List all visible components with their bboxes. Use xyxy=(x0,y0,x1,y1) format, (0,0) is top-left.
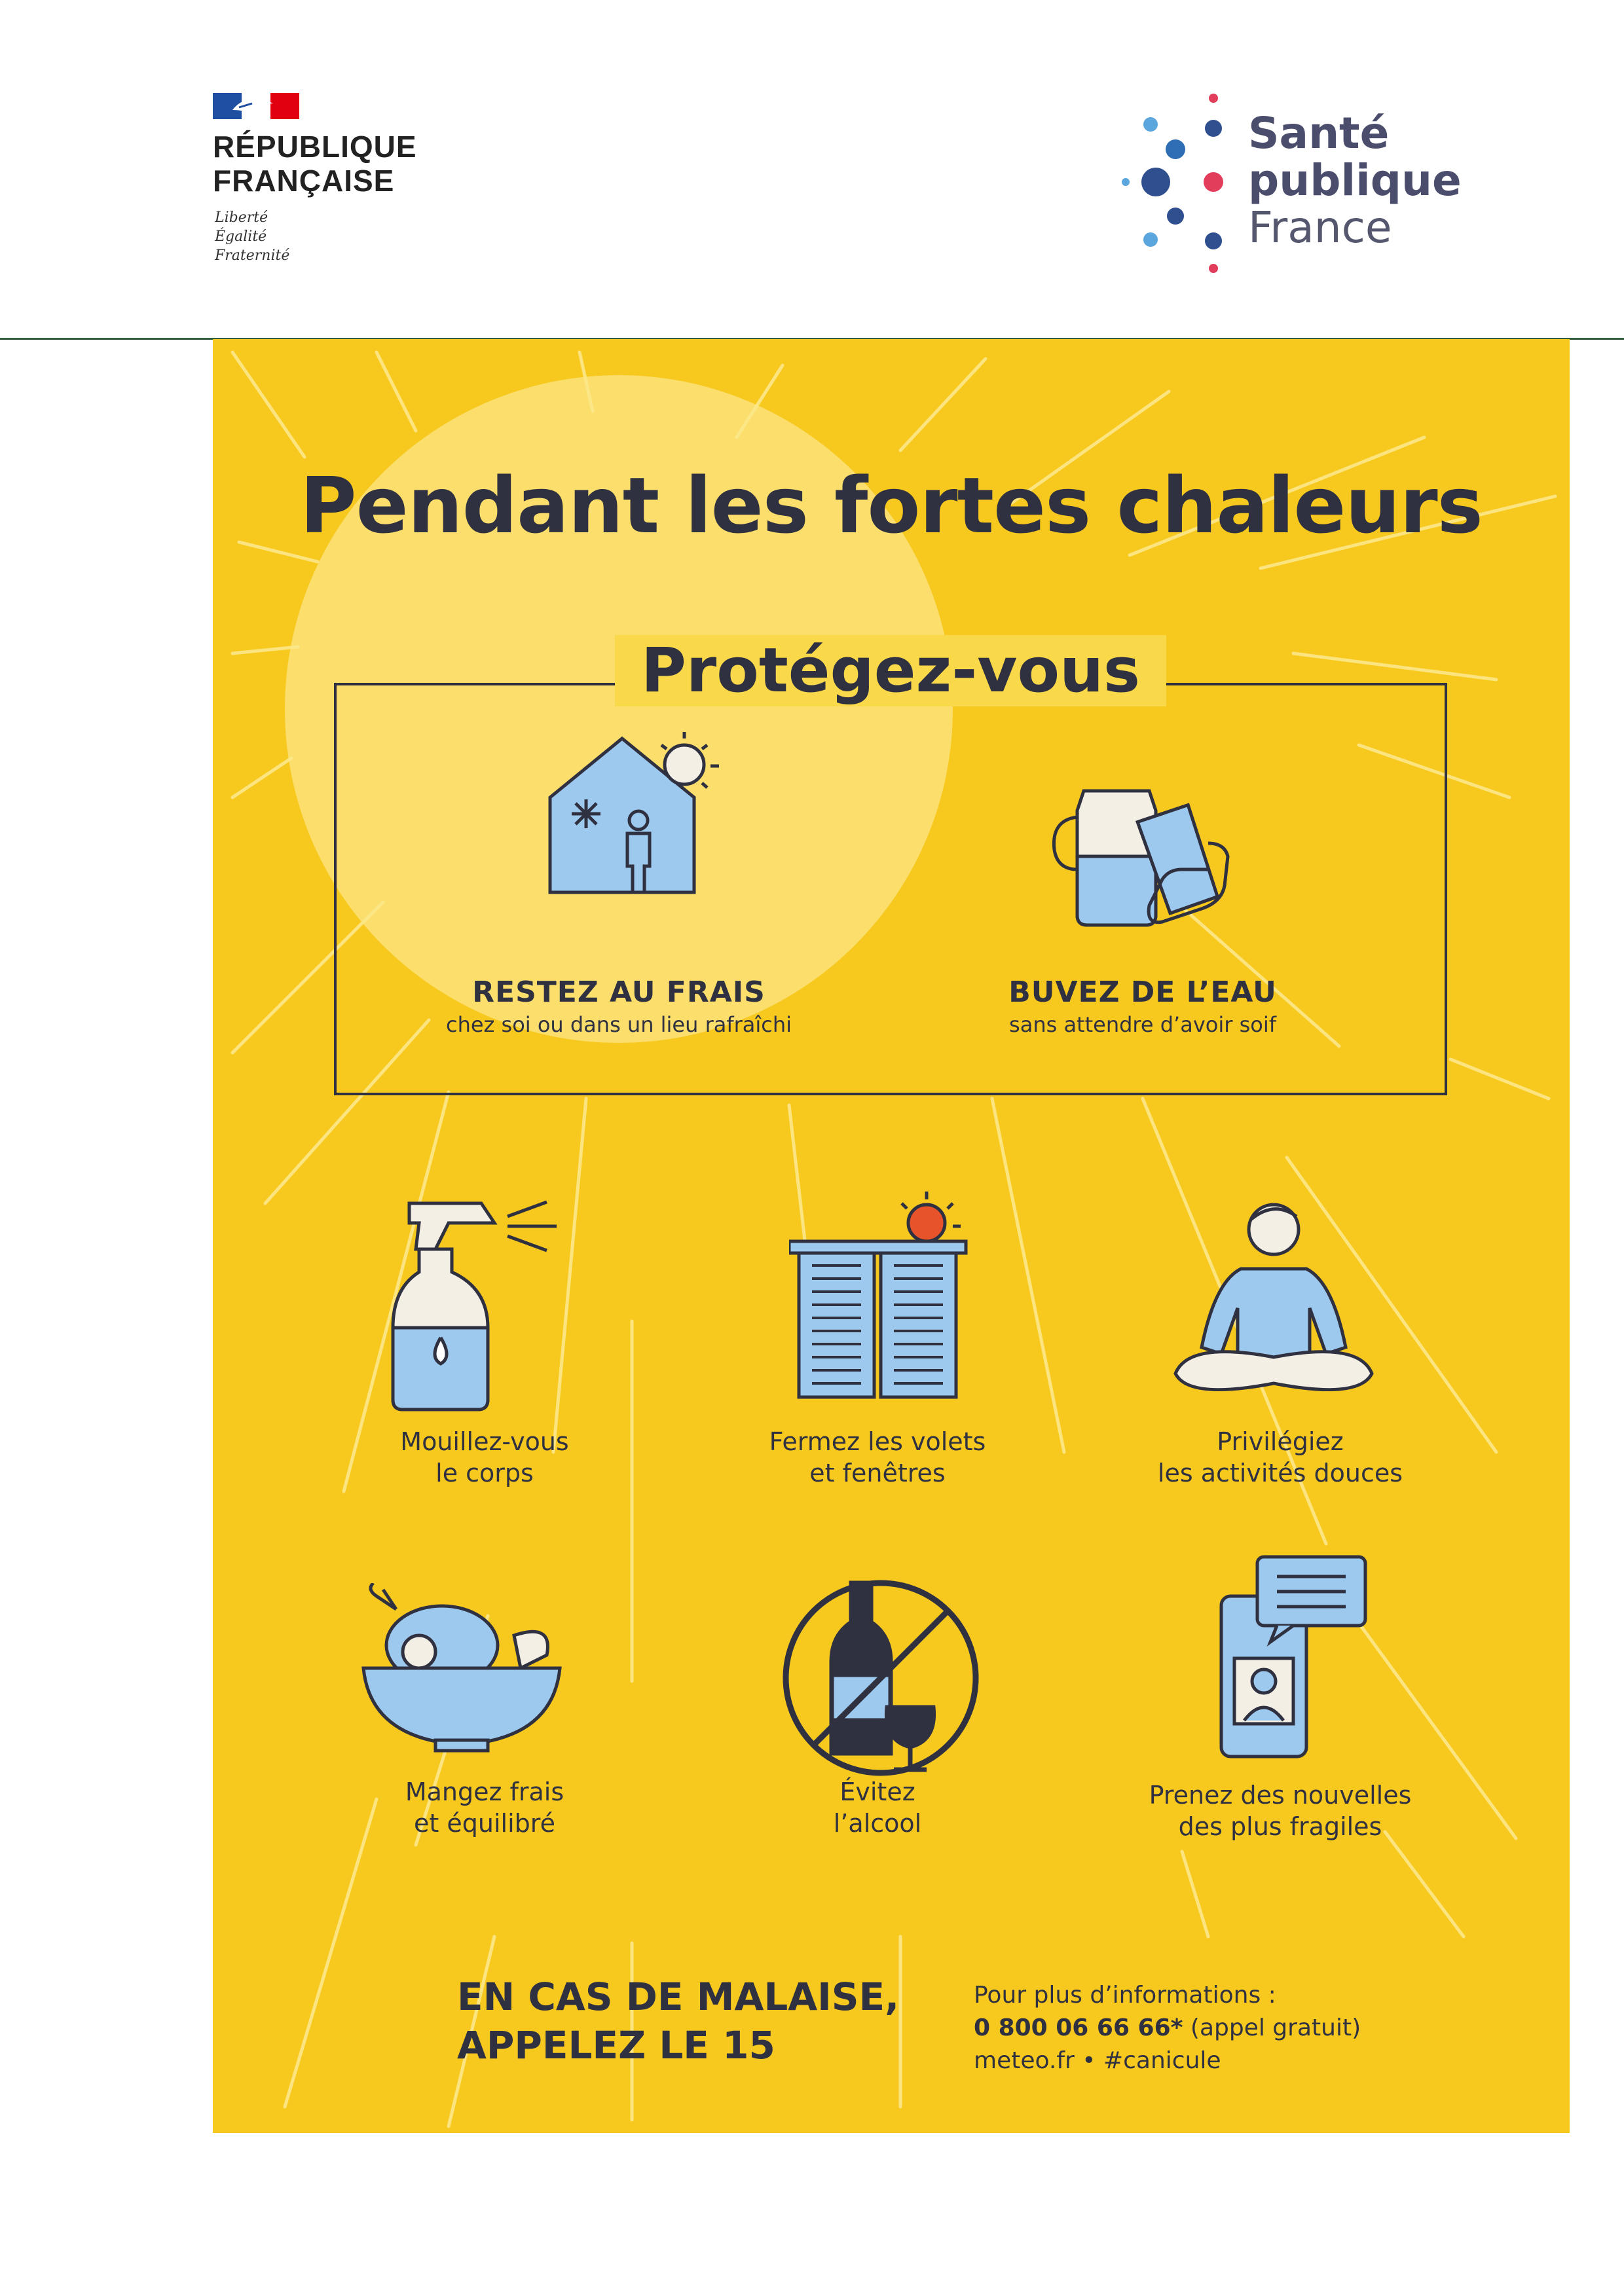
info-web-line xyxy=(974,2045,1361,2077)
motto-liberte: Liberté xyxy=(215,210,268,226)
emergency-callout xyxy=(457,1973,899,2069)
info-label: Pour plus d’informations : xyxy=(974,1982,1276,2009)
poster-subtitle-text: Protégez-vous xyxy=(615,635,1166,706)
tip-mouillez-vous-line1: Mouillez-vous xyxy=(400,1427,569,1456)
tip-prenez-des-nouvelles xyxy=(1097,1779,1464,1842)
tip-fermez-les-volets-line1: Fermez les volets xyxy=(769,1427,986,1456)
marianne-flag-icon xyxy=(213,90,299,122)
tip-mangez-frais-line1: Mangez frais xyxy=(405,1777,564,1806)
spray-bottle-icon xyxy=(390,1197,573,1413)
shutters-icon xyxy=(789,1190,972,1406)
tip-buvez-de-l-eau-label: BUVEZ DE L’EAU xyxy=(1008,975,1277,1009)
info-website[interactable]: meteo.fr xyxy=(974,2047,1075,2074)
tip-fermez-les-volets-line2: et fenêtres xyxy=(809,1459,946,1487)
tip-prenez-des-nouvelles-line1: Prenez des nouvelles xyxy=(1149,1781,1412,1810)
tip-mouillez-vous xyxy=(308,1426,661,1489)
tip-evitez-alcool-line2: l’alcool xyxy=(833,1809,922,1838)
info-block xyxy=(974,1979,1361,2077)
motto-egalite: Égalité xyxy=(215,228,267,245)
no-alcohol-icon xyxy=(779,1576,982,1779)
poster-subtitle xyxy=(580,635,1202,706)
heatwave-poster xyxy=(213,339,1570,2133)
water-jug-icon xyxy=(1051,771,1234,928)
agency-name-line2: publique xyxy=(1248,155,1462,206)
emergency-line2: APPELEZ LE 15 xyxy=(457,2023,775,2068)
agency-name-line1: Santé xyxy=(1248,108,1390,158)
gov-name-line2: FRANÇAISE xyxy=(213,164,395,198)
tip-mouillez-vous-line2: le corps xyxy=(435,1459,534,1487)
tip-buvez-de-l-eau xyxy=(907,974,1378,1038)
tip-mangez-frais-line2: et équilibré xyxy=(414,1809,555,1838)
gov-motto xyxy=(215,208,289,265)
sante-publique-dots-icon xyxy=(1110,90,1228,280)
phone-message-icon xyxy=(1218,1554,1369,1763)
agency-name xyxy=(1248,110,1462,251)
info-separator: • xyxy=(1082,2047,1096,2074)
info-phone-note: (appel gratuit) xyxy=(1190,2014,1361,2041)
food-bowl-icon xyxy=(357,1583,566,1753)
tip-activites-douces-line1: Privilégiez xyxy=(1217,1427,1344,1456)
tip-evitez-alcool xyxy=(701,1776,1054,1839)
info-hashtag: #canicule xyxy=(1103,2047,1221,2074)
tip-fermez-les-volets xyxy=(701,1426,1054,1489)
poster-title: Pendant les fortes chaleurs xyxy=(300,460,1483,551)
motto-fraternite: Fraternité xyxy=(215,247,290,264)
tip-restez-au-frais-detail: chez soi ou dans un lieu rafraîchi xyxy=(445,1012,792,1037)
tip-activites-douces-line2: les activités douces xyxy=(1157,1459,1403,1487)
gov-name-line1: RÉPUBLIQUE xyxy=(213,130,417,164)
info-phone: 0 800 06 66 66* xyxy=(974,2014,1183,2041)
tip-evitez-alcool-line1: Évitez xyxy=(840,1777,915,1806)
tip-restez-au-frais-label: RESTEZ AU FRAIS xyxy=(472,975,766,1009)
tip-mangez-frais xyxy=(308,1776,661,1839)
tip-prenez-des-nouvelles-line2: des plus fragiles xyxy=(1178,1812,1382,1841)
tip-activites-douces xyxy=(1097,1426,1464,1489)
meditation-icon xyxy=(1162,1197,1385,1406)
gov-name xyxy=(213,130,417,198)
tip-restez-au-frais xyxy=(383,974,855,1038)
agency-name-line3: France xyxy=(1248,202,1392,253)
tip-buvez-de-l-eau-detail: sans attendre d’avoir soif xyxy=(1009,1012,1276,1037)
emergency-line1: EN CAS DE MALAISE, xyxy=(457,1975,900,2019)
house-cool-icon xyxy=(544,725,727,896)
info-phone-line xyxy=(974,2012,1361,2045)
